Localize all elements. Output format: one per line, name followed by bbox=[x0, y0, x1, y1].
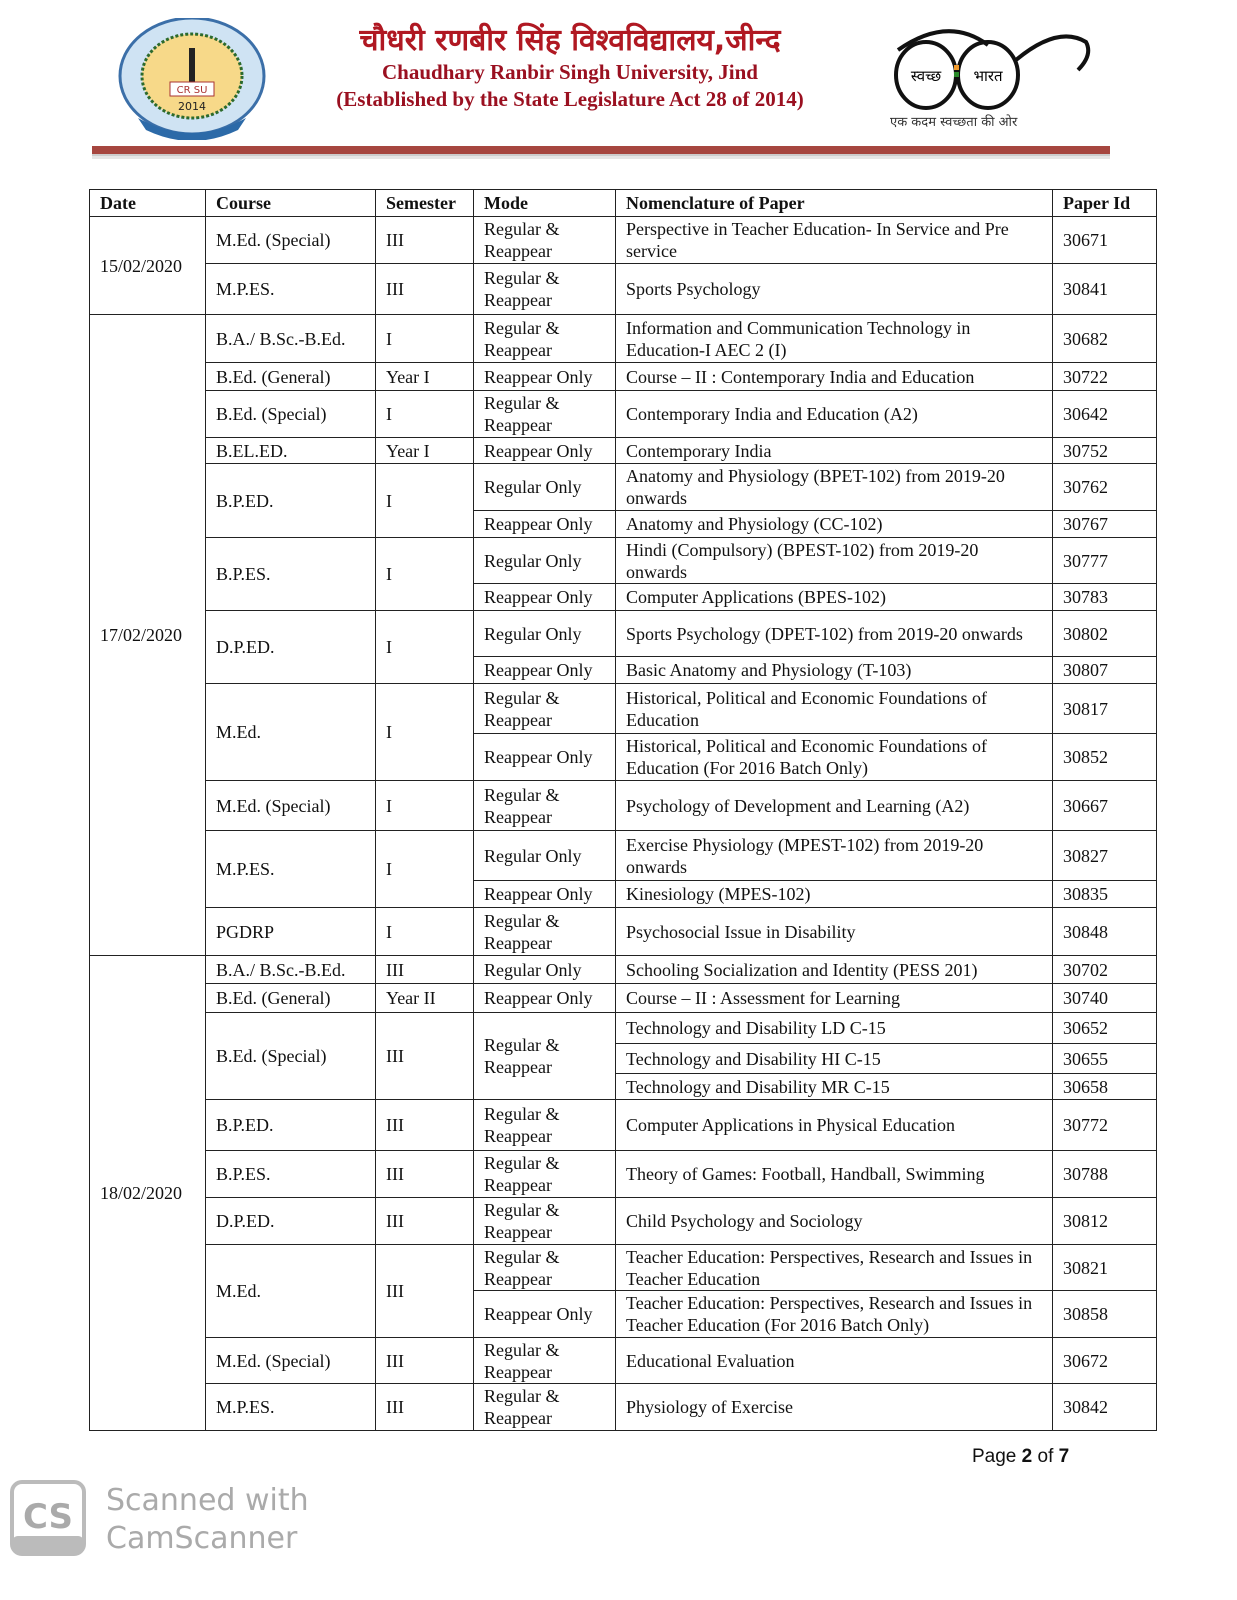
semester-cell: I bbox=[376, 391, 474, 438]
mode-cell: Regular Only bbox=[474, 538, 616, 584]
column-header: Date bbox=[90, 190, 206, 217]
swachh-right-text: भारत bbox=[973, 67, 1003, 85]
table-row bbox=[90, 908, 1157, 956]
mode-cell: Regular & Reappear bbox=[474, 391, 616, 438]
paper-id-cell: 30740 bbox=[1053, 984, 1157, 1013]
paper-name-cell: Information and Communication Technology in Education-I AEC 2 (I) bbox=[616, 315, 1053, 363]
course-cell: B.P.ES. bbox=[206, 1151, 376, 1198]
semester-cell: I bbox=[376, 538, 474, 611]
course-cell: B.Ed. (General) bbox=[206, 984, 376, 1013]
paper-name-cell: Computer Applications (BPES-102) bbox=[616, 584, 1053, 611]
course-cell: M.Ed. bbox=[206, 1245, 376, 1338]
table-row bbox=[90, 1338, 1157, 1384]
course-cell: M.Ed. (Special) bbox=[206, 1338, 376, 1384]
paper-id-cell: 30807 bbox=[1053, 657, 1157, 684]
paper-name-cell: Psychosocial Issue in Disability bbox=[616, 908, 1053, 956]
paper-id-cell: 30762 bbox=[1053, 464, 1157, 511]
paper-id-cell: 30817 bbox=[1053, 684, 1157, 734]
semester-cell: III bbox=[376, 1384, 474, 1431]
semester-cell: I bbox=[376, 611, 474, 684]
paper-name-cell: Technology and Disability MR C-15 bbox=[616, 1074, 1053, 1100]
paper-name-cell: Perspective in Teacher Education- In Service and Pre service bbox=[616, 217, 1053, 264]
mode-cell: Reappear Only bbox=[474, 657, 616, 684]
table-row bbox=[90, 684, 1157, 734]
table-row bbox=[90, 1013, 1157, 1044]
paper-id-cell: 30642 bbox=[1053, 391, 1157, 438]
paper-name-cell: Technology and Disability HI C-15 bbox=[616, 1044, 1053, 1074]
paper-id-cell: 30835 bbox=[1053, 881, 1157, 908]
mode-cell: Regular Only bbox=[474, 611, 616, 657]
mode-cell: Regular & Reappear bbox=[474, 1100, 616, 1151]
course-cell: B.P.ES. bbox=[206, 538, 376, 611]
mode-cell: Regular & Reappear bbox=[474, 1384, 616, 1431]
course-cell: PGDRP bbox=[206, 908, 376, 956]
column-header: Course bbox=[206, 190, 376, 217]
paper-name-cell: Kinesiology (MPES-102) bbox=[616, 881, 1053, 908]
semester-cell: I bbox=[376, 831, 474, 908]
table-row bbox=[90, 1245, 1157, 1291]
semester-cell: Year I bbox=[376, 363, 474, 391]
mode-cell: Regular & Reappear bbox=[474, 1245, 616, 1291]
paper-name-cell: Teacher Education: Perspectives, Research and Issues in Teacher Education (For 2016 Batch Only) bbox=[616, 1291, 1053, 1338]
mode-cell: Regular & Reappear bbox=[474, 1151, 616, 1198]
paper-id-cell: 30783 bbox=[1053, 584, 1157, 611]
paper-id-cell: 30841 bbox=[1053, 264, 1157, 315]
paper-id-cell: 30772 bbox=[1053, 1100, 1157, 1151]
paper-id-cell: 30752 bbox=[1053, 438, 1157, 464]
mode-cell: Regular Only bbox=[474, 464, 616, 511]
svg-text:CR SU: CR SU bbox=[176, 85, 208, 96]
mode-cell: Regular & Reappear bbox=[474, 684, 616, 734]
paper-name-cell: Teacher Education: Perspectives, Research and Issues in Teacher Education bbox=[616, 1245, 1053, 1291]
paper-id-cell: 30821 bbox=[1053, 1245, 1157, 1291]
swachh-tagline: एक कदम स्वच्छता की ओर bbox=[890, 115, 1018, 130]
semester-cell: III bbox=[376, 264, 474, 315]
university-logo bbox=[118, 18, 266, 140]
paper-name-cell: Sports Psychology (DPET-102) from 2019-20 onwards bbox=[616, 611, 1053, 657]
mode-cell: Regular & Reappear bbox=[474, 315, 616, 363]
paper-id-cell: 30802 bbox=[1053, 611, 1157, 657]
table-row bbox=[90, 1198, 1157, 1245]
table-row bbox=[90, 391, 1157, 438]
paper-id-cell: 30827 bbox=[1053, 831, 1157, 881]
semester-cell: Year II bbox=[376, 984, 474, 1013]
course-cell: M.P.ES. bbox=[206, 831, 376, 908]
paper-name-cell: Historical, Political and Economic Foundations of Education bbox=[616, 684, 1053, 734]
paper-name-cell: Basic Anatomy and Physiology (T-103) bbox=[616, 657, 1053, 684]
mode-cell: Reappear Only bbox=[474, 511, 616, 538]
page-number: Page 2 of 7 bbox=[972, 1446, 1070, 1467]
paper-id-cell: 30682 bbox=[1053, 315, 1157, 363]
hindi-title: चौधरी रणबीर सिंह विश्वविद्यालय,जीन्द bbox=[359, 23, 781, 58]
table-row bbox=[90, 781, 1157, 831]
column-header: Paper Id bbox=[1053, 190, 1157, 217]
semester-cell: III bbox=[376, 956, 474, 984]
table-row bbox=[90, 611, 1157, 657]
exam-schedule-table bbox=[89, 189, 1157, 1431]
university-name: Chaudhary Ranbir Singh University, Jind bbox=[382, 60, 758, 84]
paper-id-cell: 30858 bbox=[1053, 1291, 1157, 1338]
mode-cell: Regular & Reappear bbox=[474, 1198, 616, 1245]
date-cell: 17/02/2020 bbox=[90, 315, 206, 956]
mode-cell: Reappear Only bbox=[474, 1291, 616, 1338]
paper-name-cell: Hindi (Compulsory) (BPEST-102) from 2019-20 onwards bbox=[616, 538, 1053, 584]
semester-cell: III bbox=[376, 1151, 474, 1198]
table-row bbox=[90, 1100, 1157, 1151]
svg-text:CS: CS bbox=[22, 1497, 74, 1537]
paper-name-cell: Historical, Political and Economic Foundations of Education (For 2016 Batch Only) bbox=[616, 734, 1053, 781]
course-cell: B.Ed. (Special) bbox=[206, 1013, 376, 1100]
paper-name-cell: Physiology of Exercise bbox=[616, 1384, 1053, 1431]
course-cell: M.P.ES. bbox=[206, 264, 376, 315]
paper-id-cell: 30848 bbox=[1053, 908, 1157, 956]
table-row bbox=[90, 984, 1157, 1013]
semester-cell: I bbox=[376, 908, 474, 956]
mode-cell: Regular & Reappear bbox=[474, 1013, 616, 1100]
table-row bbox=[90, 1151, 1157, 1198]
column-header: Semester bbox=[376, 190, 474, 217]
paper-id-cell: 30722 bbox=[1053, 363, 1157, 391]
column-header: Mode bbox=[474, 190, 616, 217]
mode-cell: Reappear Only bbox=[474, 363, 616, 391]
table-row bbox=[90, 217, 1157, 264]
mode-cell: Regular Only bbox=[474, 956, 616, 984]
mode-cell: Regular & Reappear bbox=[474, 264, 616, 315]
swachh-left-text: स्वच्छ bbox=[910, 67, 942, 85]
course-cell: B.Ed. (General) bbox=[206, 363, 376, 391]
paper-id-cell: 30652 bbox=[1053, 1013, 1157, 1044]
paper-name-cell: Exercise Physiology (MPEST-102) from 2019-20 onwards bbox=[616, 831, 1053, 881]
table-row bbox=[90, 956, 1157, 984]
paper-name-cell: Schooling Socialization and Identity (PESS 201) bbox=[616, 956, 1053, 984]
paper-id-cell: 30852 bbox=[1053, 734, 1157, 781]
mode-cell: Reappear Only bbox=[474, 881, 616, 908]
column-header: Nomenclature of Paper bbox=[616, 190, 1053, 217]
semester-cell: I bbox=[376, 684, 474, 781]
semester-cell: I bbox=[376, 464, 474, 538]
paper-name-cell: Anatomy and Physiology (CC-102) bbox=[616, 511, 1053, 538]
paper-id-cell: 30671 bbox=[1053, 217, 1157, 264]
table-row bbox=[90, 363, 1157, 391]
paper-id-cell: 30767 bbox=[1053, 511, 1157, 538]
semester-cell: I bbox=[376, 781, 474, 831]
paper-name-cell: Educational Evaluation bbox=[616, 1338, 1053, 1384]
course-cell: M.Ed. (Special) bbox=[206, 217, 376, 264]
svg-text:2014: 2014 bbox=[178, 100, 206, 113]
mode-cell: Reappear Only bbox=[474, 734, 616, 781]
table-row bbox=[90, 438, 1157, 464]
paper-name-cell: Contemporary India and Education (A2) bbox=[616, 391, 1053, 438]
semester-cell: III bbox=[376, 1100, 474, 1151]
paper-id-cell: 30788 bbox=[1053, 1151, 1157, 1198]
university-subtitle: (Established by the State Legislature Act 28 of 2014) bbox=[336, 87, 804, 111]
paper-id-cell: 30655 bbox=[1053, 1044, 1157, 1074]
semester-cell: I bbox=[376, 315, 474, 363]
paper-id-cell: 30812 bbox=[1053, 1198, 1157, 1245]
mode-cell: Regular & Reappear bbox=[474, 1338, 616, 1384]
paper-id-cell: 30702 bbox=[1053, 956, 1157, 984]
paper-name-cell: Anatomy and Physiology (BPET-102) from 2019-20 onwards bbox=[616, 464, 1053, 511]
course-cell: B.A./ B.Sc.-B.Ed. bbox=[206, 956, 376, 984]
table-row bbox=[90, 464, 1157, 511]
semester-cell: III bbox=[376, 1013, 474, 1100]
table-row bbox=[90, 831, 1157, 881]
mode-cell: Regular Only bbox=[474, 831, 616, 881]
table-row bbox=[90, 264, 1157, 315]
mode-cell: Regular & Reappear bbox=[474, 908, 616, 956]
course-cell: B.P.ED. bbox=[206, 464, 376, 538]
paper-name-cell: Psychology of Development and Learning (A2) bbox=[616, 781, 1053, 831]
header-divider bbox=[92, 146, 1110, 156]
semester-cell: III bbox=[376, 1198, 474, 1245]
paper-id-cell: 30667 bbox=[1053, 781, 1157, 831]
camscanner-logo bbox=[10, 1480, 86, 1556]
paper-name-cell: Technology and Disability LD C-15 bbox=[616, 1013, 1053, 1044]
semester-cell: III bbox=[376, 217, 474, 264]
course-cell: B.EL.ED. bbox=[206, 438, 376, 464]
table-row bbox=[90, 538, 1157, 584]
semester-cell: Year I bbox=[376, 438, 474, 464]
table-header-row bbox=[90, 190, 1157, 217]
paper-name-cell: Course – II : Assessment for Learning bbox=[616, 984, 1053, 1013]
paper-name-cell: Child Psychology and Sociology bbox=[616, 1198, 1053, 1245]
course-cell: B.Ed. (Special) bbox=[206, 391, 376, 438]
paper-id-cell: 30672 bbox=[1053, 1338, 1157, 1384]
paper-id-cell: 30777 bbox=[1053, 538, 1157, 584]
paper-name-cell: Computer Applications in Physical Education bbox=[616, 1100, 1053, 1151]
paper-name-cell: Course – II : Contemporary India and Education bbox=[616, 363, 1053, 391]
paper-id-cell: 30658 bbox=[1053, 1074, 1157, 1100]
date-cell: 15/02/2020 bbox=[90, 217, 206, 315]
paper-id-cell: 30842 bbox=[1053, 1384, 1157, 1431]
mode-cell: Regular & Reappear bbox=[474, 781, 616, 831]
mode-cell: Reappear Only bbox=[474, 584, 616, 611]
course-cell: D.P.ED. bbox=[206, 611, 376, 684]
mode-cell: Regular & Reappear bbox=[474, 217, 616, 264]
paper-name-cell: Contemporary India bbox=[616, 438, 1053, 464]
paper-name-cell: Sports Psychology bbox=[616, 264, 1053, 315]
date-cell: 18/02/2020 bbox=[90, 956, 206, 1431]
table-row bbox=[90, 1384, 1157, 1431]
course-cell: B.P.ED. bbox=[206, 1100, 376, 1151]
paper-name-cell: Theory of Games: Football, Handball, Swimming bbox=[616, 1151, 1053, 1198]
course-cell: B.A./ B.Sc.-B.Ed. bbox=[206, 315, 376, 363]
camscanner-watermark: Scanned with CamScanner bbox=[106, 1483, 309, 1556]
semester-cell: III bbox=[376, 1245, 474, 1338]
mode-cell: Reappear Only bbox=[474, 984, 616, 1013]
table-row bbox=[90, 315, 1157, 363]
semester-cell: III bbox=[376, 1338, 474, 1384]
course-cell: D.P.ED. bbox=[206, 1198, 376, 1245]
course-cell: M.Ed. bbox=[206, 684, 376, 781]
mode-cell: Reappear Only bbox=[474, 438, 616, 464]
course-cell: M.Ed. (Special) bbox=[206, 781, 376, 831]
course-cell: M.P.ES. bbox=[206, 1384, 376, 1431]
